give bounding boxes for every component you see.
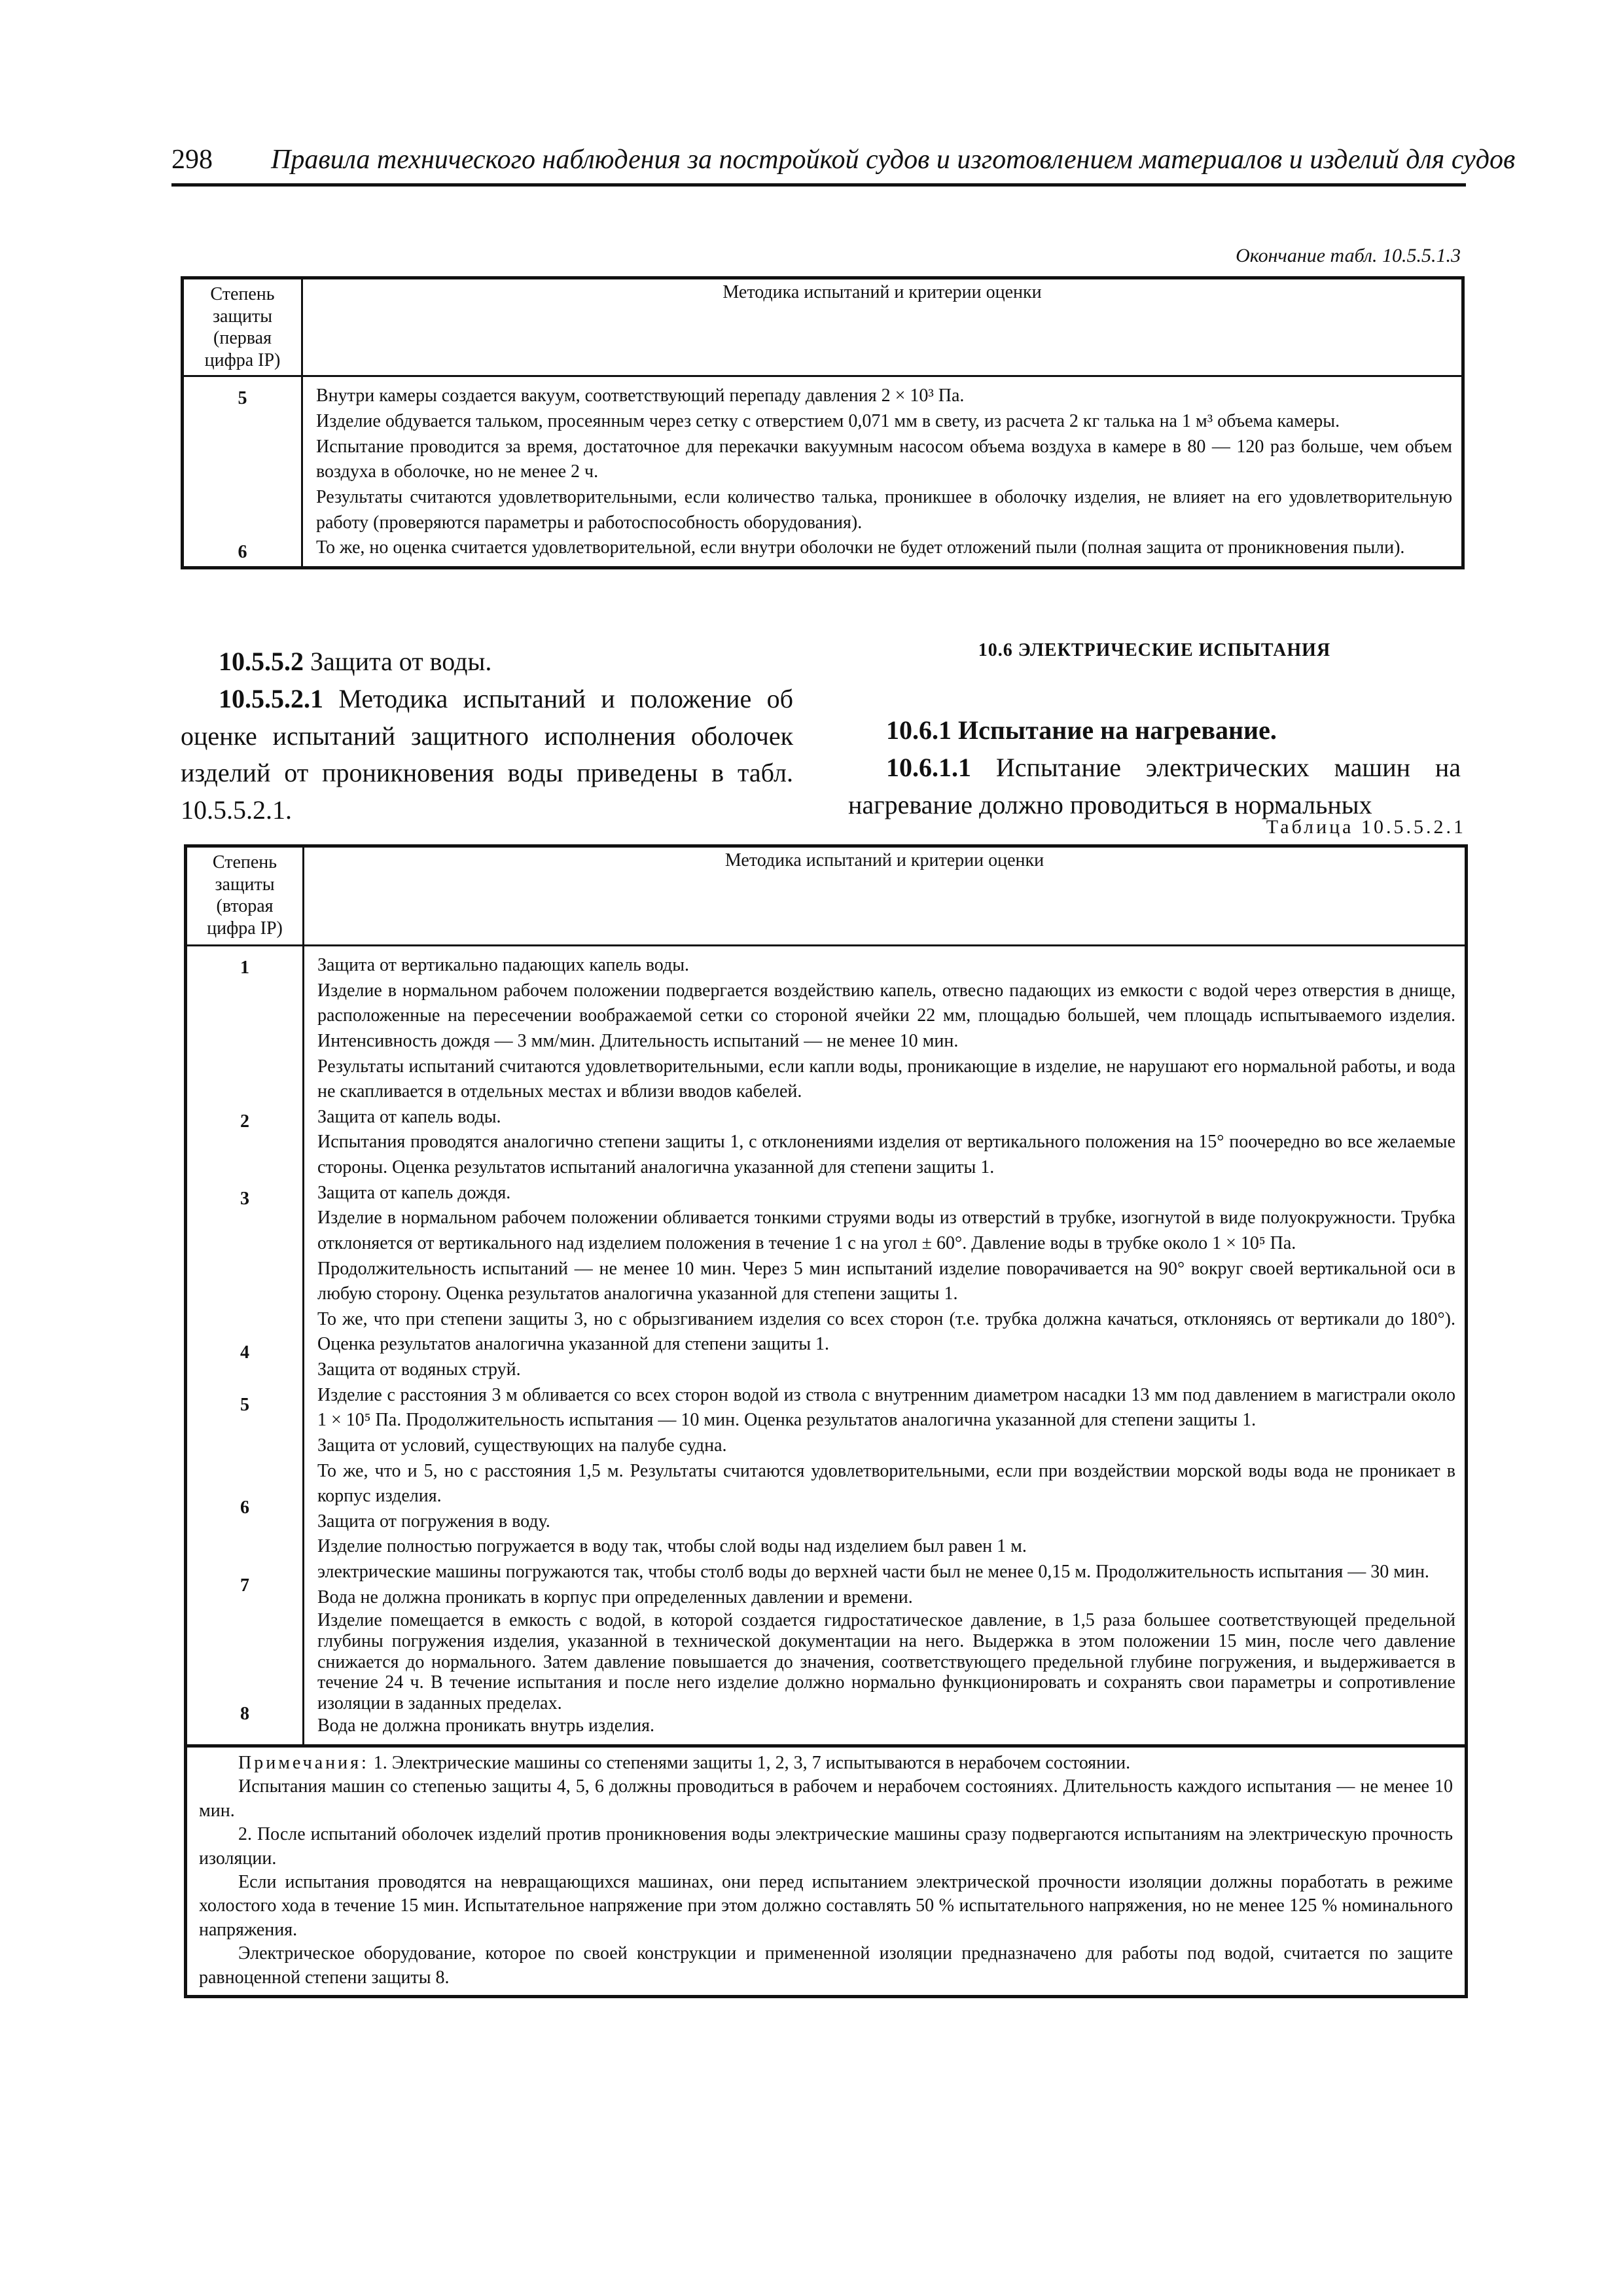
- paragraph-10-5-5-2: [181, 643, 793, 681]
- table2-num-cell: [186, 946, 304, 1746]
- running-title: Правила технического наблюдения за постройкой судов и изготовлением материалов и изделий для судов: [271, 145, 1516, 175]
- table2-paragraph: Защита от вертикально падающих капель воды.: [317, 955, 690, 975]
- table2-paragraph: Испытания проводятся аналогично степени защиты 1, с отклонениями изделия от вертикального положения на 15° поочередно во все желаемые стороны. Оценка результатов испытаний аналогична указанной для степени защиты 1.: [317, 1132, 1455, 1177]
- table2: [184, 844, 1468, 1998]
- table1-paragraph: Испытание проводится за время, достаточное для перекачки вакуумным насосом объема воздуха в камере в 80 — 120 раз больше, чем объем воздуха в оболочке, но не менее 2 ч.: [316, 436, 1452, 482]
- table2-col2-header: Методика испытаний и критерии оценки: [304, 846, 1467, 946]
- table1-paragraph: Изделие обдувается тальком, просеянным через сетку с отверстием 0,071 мм в свету, из расчета 2 кг талька на 1 м³ объема камеры.: [316, 411, 1340, 431]
- clause-text: Испытание электрических машин на нагревание должно проводиться в нормальных: [848, 752, 1461, 819]
- table2-paragraph: То же, что при степени защиты 3, но с обрызгиванием изделия со всех сторон (т.е. трубка должна качаться, отклоняясь от вертикали до 180°). Оценка результатов аналогична указанной для степени защиты 1.: [317, 1308, 1455, 1355]
- table1-num-cell: [183, 376, 302, 567]
- table2-paragraph: Защита от погружения в воду.: [317, 1511, 550, 1532]
- table2-row-num: 1: [240, 958, 249, 978]
- right-column: [848, 712, 1461, 823]
- table2-row-num: 4: [240, 1342, 249, 1363]
- table2-row-num: 6: [240, 1498, 249, 1518]
- table1-col1-header: Степень защиты (первая цифра IP): [183, 278, 302, 376]
- note-3: Если испытания проводятся на невращающихся машинах, они перед испытанием электрической прочности изоляции должны поработать в режиме холостого хода в течение 15 мин. Испытательное напряжение при этом должно составлять 50 % испытательного напряжения, но не менее 125 % номинального напряжения.: [199, 1871, 1453, 1940]
- table2-paragraph: Защита от условий, существующих на палубе судна.: [317, 1435, 727, 1456]
- table2-paragraph: Изделие с расстояния 3 м обливается со всех сторон водой из ствола с внутренним диаметром насадки 13 мм под давлением в магистрали около 1 × 10⁵ Па. Продолжительность испытания — 10 мин. Оценка результатов аналогична указанной для степени защиты 1.: [317, 1384, 1455, 1431]
- table2-caption: [1113, 816, 1466, 838]
- table2-row-num: 7: [240, 1575, 249, 1596]
- left-column: [181, 643, 793, 829]
- page-number: 298: [171, 145, 213, 175]
- table2-row-num: 5: [240, 1394, 249, 1415]
- table2-caption-number: 10.5.5.2.1: [1361, 816, 1466, 838]
- table1-paragraph: То же, но оценка считается удовлетворительной, если внутри оболочки не будет отложений пыли (полная защита от проникновения пыли).: [316, 537, 1405, 558]
- table1-body-row: [183, 376, 1463, 567]
- table2-paragraph: Вода не должна проникать внутрь изделия.: [317, 1715, 655, 1736]
- clause-number: 10.5.5.2: [219, 647, 304, 676]
- table2-notes: [186, 1746, 1467, 1997]
- table2-paragraph: Результаты испытаний считаются удовлетворительными, если капли воды, проникающие в изделие, не нарушают его нормальной работы, и вода не скапливается в отдельных местах и вблизи вводов кабелей.: [317, 1056, 1455, 1102]
- running-header: [171, 143, 1516, 187]
- table1-paragraph: Результаты считаются удовлетворительными, если количество талька, проникшее в оболочку изделия, не влияет на его удовлетворительную работу (проверяются параметры и работоспособность оборудования).: [316, 486, 1452, 533]
- clause-text: Защита от воды.: [304, 647, 492, 676]
- note-4: Электрическое оборудование, которое по своей конструкции и примененной изоляции предназначено для работы под водой, считается по защите равноценной степени защиты 8.: [199, 1943, 1453, 1988]
- table2-text-cell: [304, 946, 1467, 1746]
- table2-paragraph: То же, что и 5, но с расстояния 1,5 м. Результаты считаются удовлетворительными, если при воздействии морской воды вода не проникает в корпус изделия.: [317, 1460, 1455, 1507]
- table2-row-num: 2: [240, 1111, 249, 1132]
- table2-header-row: [186, 846, 1467, 946]
- table1-row-num: 5: [238, 388, 247, 409]
- paragraph-10-5-5-2-1: [181, 681, 793, 829]
- table2-paragraph: Изделие в нормальном рабочем положении обливается тонкими струями воды из отверстий в трубке, изогнутой в виде полуокружности. Трубка отклоняется от вертикального над изделием положения в течение 1 с на угол ± 60°. Давление воды в трубке около 1 × 10⁵ Па.: [317, 1208, 1455, 1253]
- subsection-heading: 10.6.1 Испытание на нагревание.: [886, 715, 1277, 745]
- table2-paragraph: Защита от капель дождя.: [317, 1182, 511, 1203]
- table2-col1-header: Степень защиты (вторая цифра IP): [186, 846, 304, 946]
- table1-caption: Окончание табл. 10.5.5.1.3: [1236, 245, 1461, 266]
- table2-paragraph: Защита от капель воды.: [317, 1106, 501, 1127]
- table2-caption-word: Таблица: [1266, 816, 1354, 838]
- note-2: 2. После испытаний оболочек изделий против проникновения воды электрические машины сразу подвергаются испытаниям на электрическую прочность изоляции.: [199, 1824, 1453, 1869]
- clause-number: 10.6.1.1: [886, 752, 971, 782]
- notes-label: Примечания:: [238, 1753, 369, 1773]
- note-text: 1. Электрические машины со степенями защиты 1, 2, 3, 7 испытываются в нерабочем состоянии.: [368, 1753, 1131, 1773]
- clause-number: 10.5.5.2.1: [219, 683, 323, 713]
- clause-text: Методика испытаний и положение об оценке испытаний защитного исполнения оболочек изделий от проникновения воды приведены в табл. 10.5.5.2.1.: [181, 683, 793, 825]
- table1-text-cell: [302, 376, 1463, 567]
- table2-paragraph: Изделие в нормальном рабочем положении подвергается воздействию капель, отвесно падающих из емкости с водой через отверстия в днище, расположенные на пересечении воображаемой сетки со стороной ячейки 22 мм, площадью большей, чем площадь испытываемого изделия. Интенсивность дождя — 3 мм/мин. Длительность испытаний — не менее 10 мин.: [317, 980, 1455, 1051]
- note-1b: Испытания машин со степенью защиты 4, 5, 6 должны проводиться в рабочем и нерабочем состояниях. Длительность каждого испытания — не менее 10 мин.: [199, 1776, 1453, 1821]
- table2-paragraph: Изделие помещается в емкость с водой, в которой создается гидростатическое давление, в 1,5 раза большее соответствующей предельной глубины погружения изделия, указанной в технической документации на него. Выдержка в этом положении 15 мин, после чего давление снижается до нормального. Затем давление повышается до значения, соответствующего предельной глубине погружения, и выдерживается в течение 24 ч. В течение испытания и после него изделие должно нормально функционировать и сохранять свои параметры и сопротивление изоляции в заданных пределах.: [317, 1610, 1455, 1713]
- table2-body-row: [186, 946, 1467, 1746]
- table1-col2-header: Методика испытаний и критерии оценки: [302, 278, 1463, 376]
- table1: [181, 276, 1465, 569]
- table2-notes-row: [186, 1746, 1467, 1997]
- table2-paragraph: Вода не должна проникать в корпус при определенных давлении и времени.: [317, 1587, 913, 1607]
- note-1: [199, 1751, 1453, 1775]
- table1-row-num: 6: [238, 542, 247, 562]
- table2-row-num: 8: [240, 1704, 249, 1725]
- table2-paragraph: электрические машины погружаются так, чтобы столб воды до верхней части был не менее 0,15 м. Продолжительность испытания — 30 мин.: [317, 1562, 1429, 1582]
- table2-paragraph: Изделие полностью погружается в воду так, чтобы слой воды над изделием был равен 1 м.: [317, 1536, 1027, 1557]
- section-heading: 10.6 ЭЛЕКТРИЧЕСКИЕ ИСПЫТАНИЯ: [978, 640, 1331, 660]
- table2-paragraph: Защита от водяных струй.: [317, 1359, 521, 1380]
- paragraph-10-6-1-1: [848, 749, 1461, 824]
- table1-header-row: [183, 278, 1463, 376]
- table2-row-num: 3: [240, 1189, 249, 1210]
- table1-paragraph: Внутри камеры создается вакуум, соответствующий перепаду давления 2 × 10³ Па.: [316, 386, 965, 406]
- table2-paragraph: Продолжительность испытаний — не менее 10 мин. Через 5 мин испытаний изделие поворачивается на 90° вокруг своей вертикальной оси в любую сторону. Оценка результатов аналогична указанной для степени защиты 1.: [317, 1258, 1455, 1304]
